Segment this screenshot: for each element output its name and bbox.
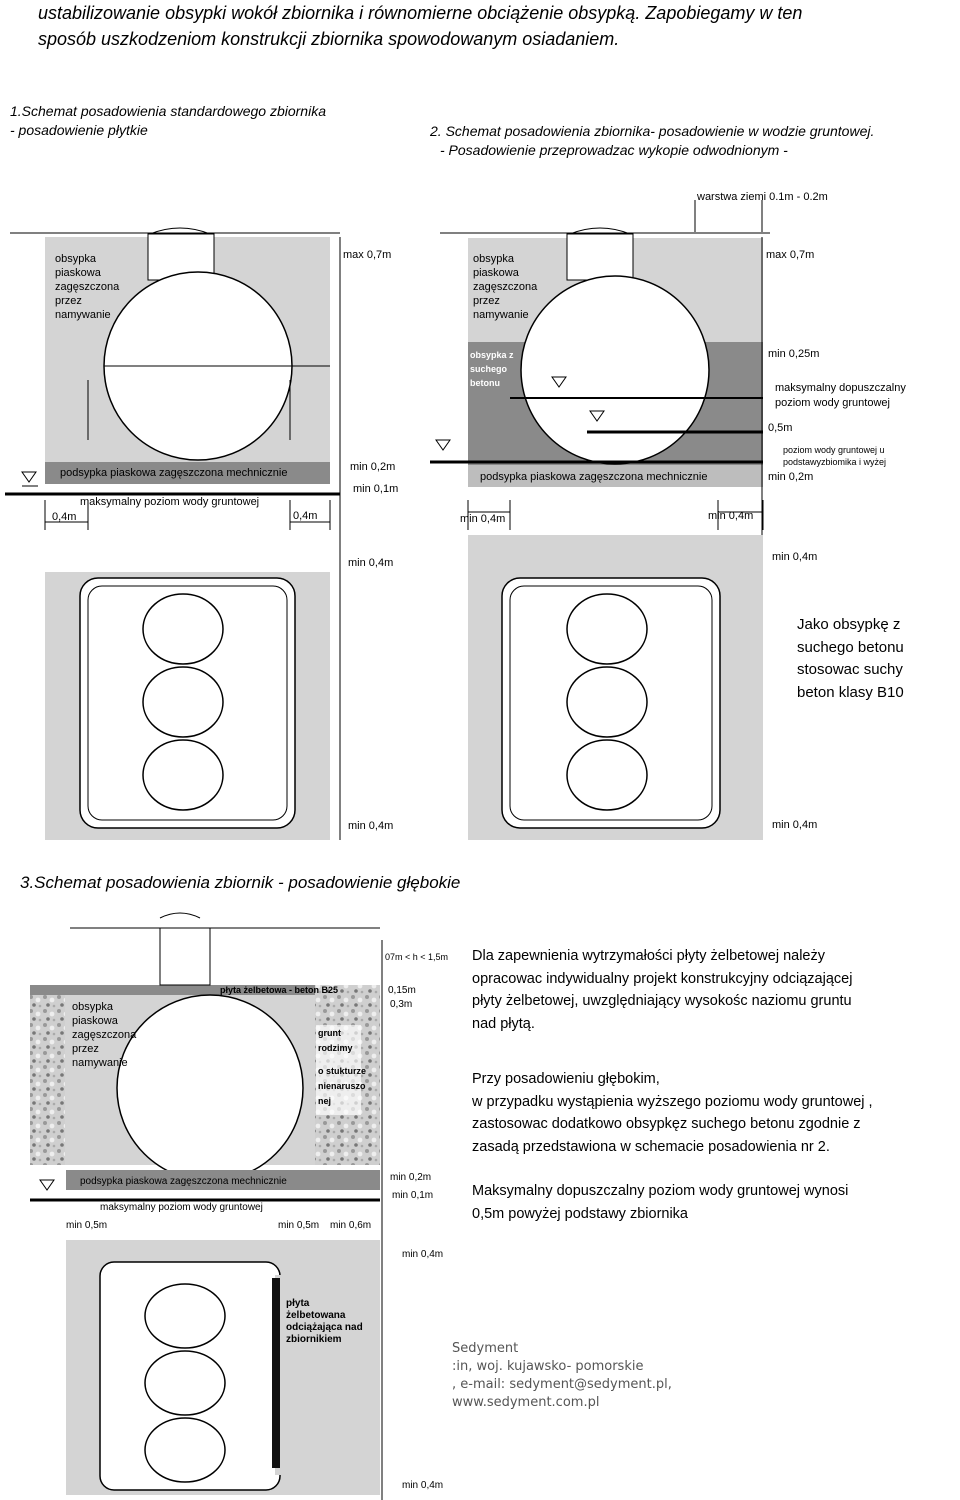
label-min-025: min 0,25m bbox=[768, 348, 820, 360]
chamber-circle-2 bbox=[145, 1351, 225, 1415]
chamber-circle-3 bbox=[145, 1418, 225, 1482]
label-top-min-04: min 0,4m bbox=[402, 1249, 444, 1260]
label-beton: obsypka z suchego betonu bbox=[470, 350, 514, 388]
para-slab bbox=[472, 945, 852, 1035]
chamber-circle-1 bbox=[143, 594, 223, 664]
label-max-dop: maksymalny dopuszczalny poziom wody gruntowej bbox=[775, 382, 906, 409]
para-max-water bbox=[472, 1180, 848, 1225]
para-line: 0,5m powyżej podstawy zbiornika bbox=[472, 1205, 688, 1222]
diagram-1 bbox=[5, 228, 398, 840]
water-level-icon bbox=[22, 472, 36, 482]
para-line: zasadą przedstawiona w schemacie posadowienia nr 2. bbox=[472, 1138, 830, 1155]
label-obsypka-2: obsypka piaskowa zagęszczona przez namywanie bbox=[473, 253, 538, 321]
label-bottom-min-04: min 0,4m bbox=[348, 820, 394, 832]
chamber-circle-2 bbox=[143, 667, 223, 737]
note-line: suchego betonu bbox=[797, 638, 904, 656]
label-bottom-min-04: min 0,4m bbox=[402, 1480, 444, 1491]
label-max-07: max 0,7m bbox=[766, 249, 815, 261]
label-min-01: min 0,1m bbox=[392, 1190, 434, 1201]
section2-title-line2: - Posadowienie przeprowadzac wykopie odwodnionym - bbox=[440, 142, 788, 158]
label-grunt: grunt rodzimy o stukturze nienaruszo nej bbox=[318, 1028, 367, 1106]
label-podsypka: podsypka piaskowa zagęszczona mechnicznie bbox=[60, 467, 288, 479]
label-right-04: 0,4m bbox=[293, 510, 318, 522]
footer-line: Sedyment bbox=[452, 1341, 519, 1356]
label-max-poziom: maksymalny poziom wody gruntowej bbox=[100, 1202, 263, 1213]
diagram-2 bbox=[430, 191, 909, 840]
label-warstwa: warstwa ziemi 0.1m - 0.2m bbox=[697, 191, 828, 203]
para-line: Dla zapewnienia wytrzymałości płyty żelbetowej należy bbox=[472, 948, 825, 964]
section1-title-line1: 1.Schemat posadowienia standardowego zbiornika bbox=[10, 103, 326, 119]
label-bottom-min-04: min 0,4m bbox=[772, 819, 818, 831]
label-015: 0,15m bbox=[388, 985, 416, 996]
label-min-02: min 0,2m bbox=[390, 1172, 432, 1183]
label-max-poziom: maksymalny poziom wody gruntowej bbox=[80, 496, 260, 508]
label-top-min-04: min 0,4m bbox=[772, 551, 818, 563]
footer-line: , e-mail: sedyment@sedyment.pl, bbox=[452, 1377, 672, 1392]
intro-line-2: sposób uszkodzeniom konstrukcji zbiornika spowodowanym osiadaniem. bbox=[38, 29, 620, 49]
section2-title-line1: 2. Schemat posadowienia zbiornika- posadowienie w wodzie gruntowej. bbox=[430, 123, 875, 139]
chamber-circle-3 bbox=[143, 740, 223, 810]
para-deep bbox=[472, 1068, 873, 1158]
label-05: 0,5m bbox=[768, 422, 793, 434]
relief-slab-bar bbox=[272, 1278, 280, 1468]
label-podsypka: podsypka piaskowa zagęszczona mechnicznie bbox=[80, 1176, 287, 1187]
label-max-07: max 0,7m bbox=[343, 249, 392, 261]
label-plyta-odc: płyta żelbetowana odciążająca nad zbiornikiem bbox=[286, 1298, 363, 1345]
note-dry-concrete bbox=[797, 614, 904, 704]
label-min-02: min 0,2m bbox=[768, 471, 814, 483]
chamber-circle-1 bbox=[567, 594, 647, 664]
water-level-icon bbox=[40, 1180, 54, 1190]
note-line: stosowac suchy bbox=[797, 661, 903, 678]
chamber-circle-2 bbox=[567, 667, 647, 737]
label-min-01: min 0,1m bbox=[353, 483, 399, 495]
note-line: beton klasy B10 bbox=[797, 683, 904, 701]
footer-line: www.sedyment.com.pl bbox=[452, 1395, 600, 1410]
tank-circle bbox=[117, 995, 303, 1181]
manhole-shaft bbox=[160, 928, 210, 985]
label-left-04: 0,4m bbox=[52, 511, 77, 523]
tank-dome bbox=[160, 913, 200, 918]
label-right-min-04: min 0,4m bbox=[708, 510, 754, 522]
para-line: nad płytą. bbox=[472, 1015, 535, 1032]
footer-line: :in, woj. kujawsko- pomorskie bbox=[452, 1359, 644, 1374]
para-line: płyty żelbetowej, uwzględniający wysokośc naziomu gruntu bbox=[472, 993, 852, 1009]
label-poziom-u: poziom wody gruntowej u podstawyzbiomika i wyżej bbox=[783, 445, 887, 467]
diagram-3 bbox=[30, 913, 448, 1500]
label-left-min-04: min 0,4m bbox=[460, 513, 506, 525]
label-left-min-05: min 0,5m bbox=[66, 1220, 108, 1231]
label-podsypka: podsypka piaskowa zagęszczona mechnicznie bbox=[480, 471, 708, 483]
label-h-range: 07m < h < 1,5m bbox=[385, 952, 449, 962]
para-line: Przy posadowieniu głębokim, bbox=[472, 1071, 660, 1087]
para-line: zastosowac dodatkowo obsypkęz suchego betonu zgodnie z bbox=[472, 1116, 861, 1132]
chamber-circle-3 bbox=[567, 740, 647, 810]
chamber-circle-1 bbox=[145, 1284, 225, 1348]
label-min-02: min 0,2m bbox=[350, 461, 396, 473]
note-line: Jako obsypkę z bbox=[797, 616, 901, 633]
section3-title: 3.Schemat posadowienia zbiornik - posadowienie głębokie bbox=[20, 873, 461, 892]
water-level-icon bbox=[436, 440, 450, 450]
label-plyta-b25: płyta żelbetowa - beton B25 bbox=[220, 985, 339, 995]
para-line: w przypadku wystąpienia wyższego poziomu wody gruntowej , bbox=[472, 1093, 873, 1110]
para-line: Maksymalny dopuszczalny poziom wody gruntowej wynosi bbox=[472, 1183, 849, 1199]
label-right-min-05: min 0,5m bbox=[278, 1220, 320, 1231]
label-obsypka-3: obsypka piaskowa zagęszczona przez namywanie bbox=[72, 1001, 137, 1069]
para-line: opracowac indywidualny projekt konstrukcyjny odciązającej bbox=[472, 970, 853, 987]
intro-line-1: ustabilizowanie obsypki wokół zbiornika i równomierne obciążenie obsypką. Zapobiegamy w ten bbox=[38, 3, 803, 23]
label-min-06: min 0,6m bbox=[330, 1220, 372, 1231]
label-top-min-04: min 0,4m bbox=[348, 557, 394, 569]
tank-circle bbox=[521, 276, 709, 464]
label-obsypka-1: obsypka piaskowa zagęszczona przez namywanie bbox=[55, 253, 120, 321]
label-03: 0,3m bbox=[390, 999, 413, 1010]
manhole-shaft bbox=[567, 234, 633, 280]
company-footer bbox=[452, 1340, 672, 1412]
section1-title-line2: - posadowienie płytkie bbox=[10, 122, 148, 138]
